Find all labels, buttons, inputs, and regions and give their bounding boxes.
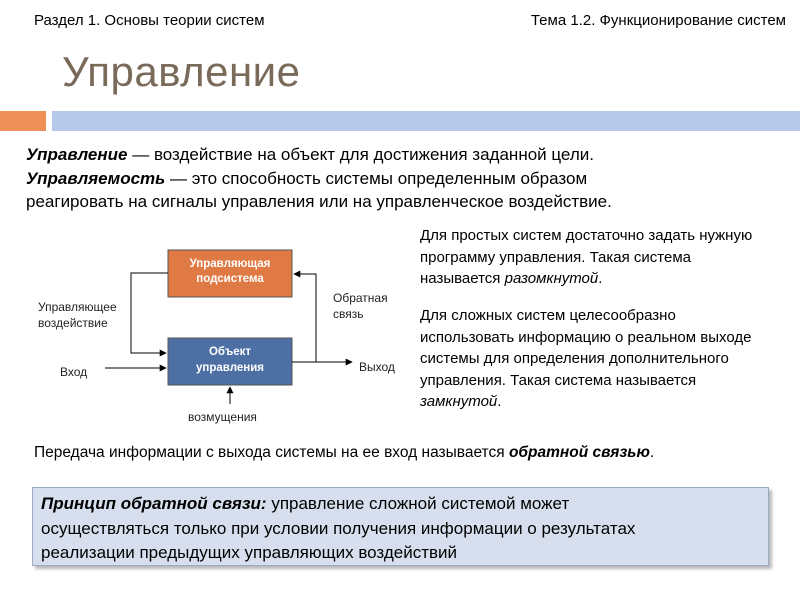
feedback-definition-term: обратной связью [508,444,650,461]
page-title: Управление [62,48,301,95]
feedback-definition [34,444,654,462]
principle-text-1: управление сложной системой может [266,494,570,513]
feedback-principle-box [32,487,769,566]
term-controllability: Управляемость [26,168,166,188]
control-action-label-2: воздействие [38,316,108,330]
control-object-label-2: управления [196,362,264,374]
control-action-arrow [131,273,168,353]
feedback-label-1: Обратная [333,291,388,305]
topic-header: Тема 1.2. Функционирование систем [530,12,786,29]
principle-term: Принцип обратной связи: [41,494,267,513]
principle-line-1 [41,492,760,517]
output-label: Выход [359,360,395,374]
definition-controllability-text: — это способность системы определенным образом [165,168,588,188]
disturbance-label: возмущения [188,410,257,424]
control-object-label-1: Объект [208,346,252,358]
definition-control-text: — воздействие на объект для достижения заданной цели. [127,145,594,164]
term-control: Управление [26,145,128,164]
closed-loop-end: . [497,393,502,410]
closed-loop-text: Для сложных систем целесообразно использовать информацию о реальном выходе системы для определения дополнительного управления. Такая система называется [420,307,752,389]
section-header: Раздел 1. Основы теории систем [34,12,265,29]
feedback-definition-text: Передача информации с выхода системы на ее вход называется [34,444,509,461]
definition-controllability-cont: реагировать на сигналы управления или на управленческое воздействие. [26,192,612,211]
input-label: Вход [60,365,88,379]
principle-line-3: реализации предыдущих управляющих воздействий [41,543,458,562]
feedback-label-2: связь [333,307,364,321]
open-loop-term: разомкнутой [504,270,599,287]
open-loop-end: . [598,270,603,287]
control-action-label-1: Управляющее [38,300,117,314]
controlling-subsystem-label-2: подсистема [196,273,264,285]
feedback-arrow [292,274,316,362]
closed-loop-term: замкнутой [420,393,498,410]
feedback-definition-end: . [649,444,655,461]
principle-line-2: осуществляться только при условии получения информации о результатах [41,518,636,538]
open-loop-text: Для простых систем достаточно задать нужную программу управления. Такая система называется [420,227,753,287]
controlling-subsystem-label-1: Управляющая [189,258,271,270]
